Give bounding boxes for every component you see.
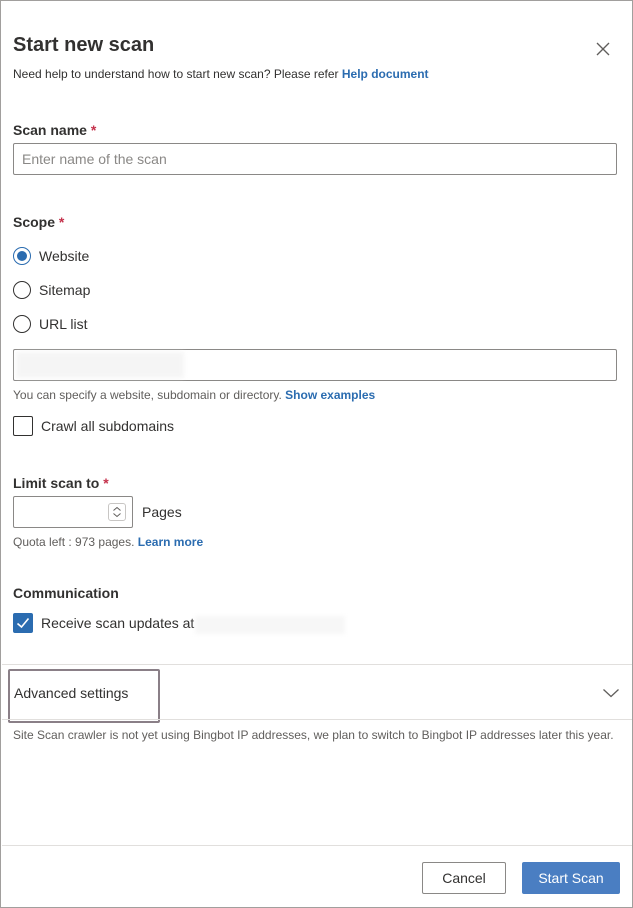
chevron-down-icon[interactable] (602, 686, 620, 700)
required-mark: * (90, 122, 97, 138)
limit-scan-label (13, 475, 109, 491)
scan-name-label (13, 122, 96, 138)
help-text-label: Need help to understand how to start new scan? Please refer (13, 67, 342, 81)
pages-unit-label: Pages (142, 504, 182, 520)
scope-option-sitemap[interactable] (13, 279, 90, 301)
checkmark-icon (14, 614, 32, 632)
cancel-button[interactable]: Cancel (422, 862, 506, 894)
scope-hint (13, 388, 375, 402)
scope-option-website[interactable] (13, 245, 89, 267)
scope-label-text: Scope (13, 214, 56, 230)
learn-more-link[interactable]: Learn more (137, 535, 204, 549)
receive-updates-checkbox-row[interactable] (13, 613, 194, 633)
footer-divider (2, 845, 632, 846)
scope-hint-text: You can specify a website, subdomain or directory. (13, 388, 286, 402)
advanced-settings-toggle[interactable]: Advanced settings (14, 685, 129, 701)
close-icon[interactable] (591, 37, 613, 59)
quota-text-label: Quota left : 973 pages. (13, 535, 138, 549)
divider (2, 719, 632, 720)
panel-title: Start new scan (13, 34, 155, 56)
scope-label (13, 214, 64, 230)
required-mark: * (103, 475, 109, 491)
spin-arrows-icon[interactable] (108, 503, 126, 521)
scope-option-label: URL list (39, 316, 88, 332)
limit-scan-label-text: Limit scan to (13, 475, 100, 491)
radio-selected-icon[interactable] (13, 247, 31, 265)
required-mark: * (58, 214, 65, 230)
scan-name-label-text: Scan name (13, 122, 87, 138)
divider (2, 664, 632, 665)
receive-updates-label: Receive scan updates at (41, 615, 195, 631)
help-text (13, 67, 429, 81)
communication-label: Communication (13, 585, 119, 601)
bingbot-note: Site Scan crawler is not yet using Bingbot IP addresses, we plan to switch to Bingbot IP addresses later this year. (13, 728, 614, 742)
show-examples-link[interactable]: Show examples (285, 388, 376, 402)
start-scan-button[interactable]: Start Scan (522, 862, 620, 894)
spin-up-down-icon (109, 504, 125, 520)
radio-icon[interactable] (13, 281, 31, 299)
crawl-subdomains-checkbox[interactable] (13, 416, 33, 436)
receive-updates-checkbox[interactable] (13, 613, 33, 633)
scope-option-label: Website (39, 248, 90, 264)
redacted-email (195, 616, 345, 634)
help-document-link[interactable]: Help document (341, 67, 429, 81)
page-limit-spinbox[interactable] (13, 496, 133, 528)
radio-icon[interactable] (13, 315, 31, 333)
scope-option-label: Sitemap (39, 282, 91, 298)
redacted-url-value (16, 352, 184, 378)
quota-text (13, 535, 203, 549)
scan-name-input[interactable] (13, 143, 617, 175)
scope-option-url-list[interactable] (13, 313, 88, 335)
crawl-subdomains-label: Crawl all subdomains (41, 418, 175, 434)
crawl-subdomains-checkbox-row[interactable] (13, 416, 174, 436)
